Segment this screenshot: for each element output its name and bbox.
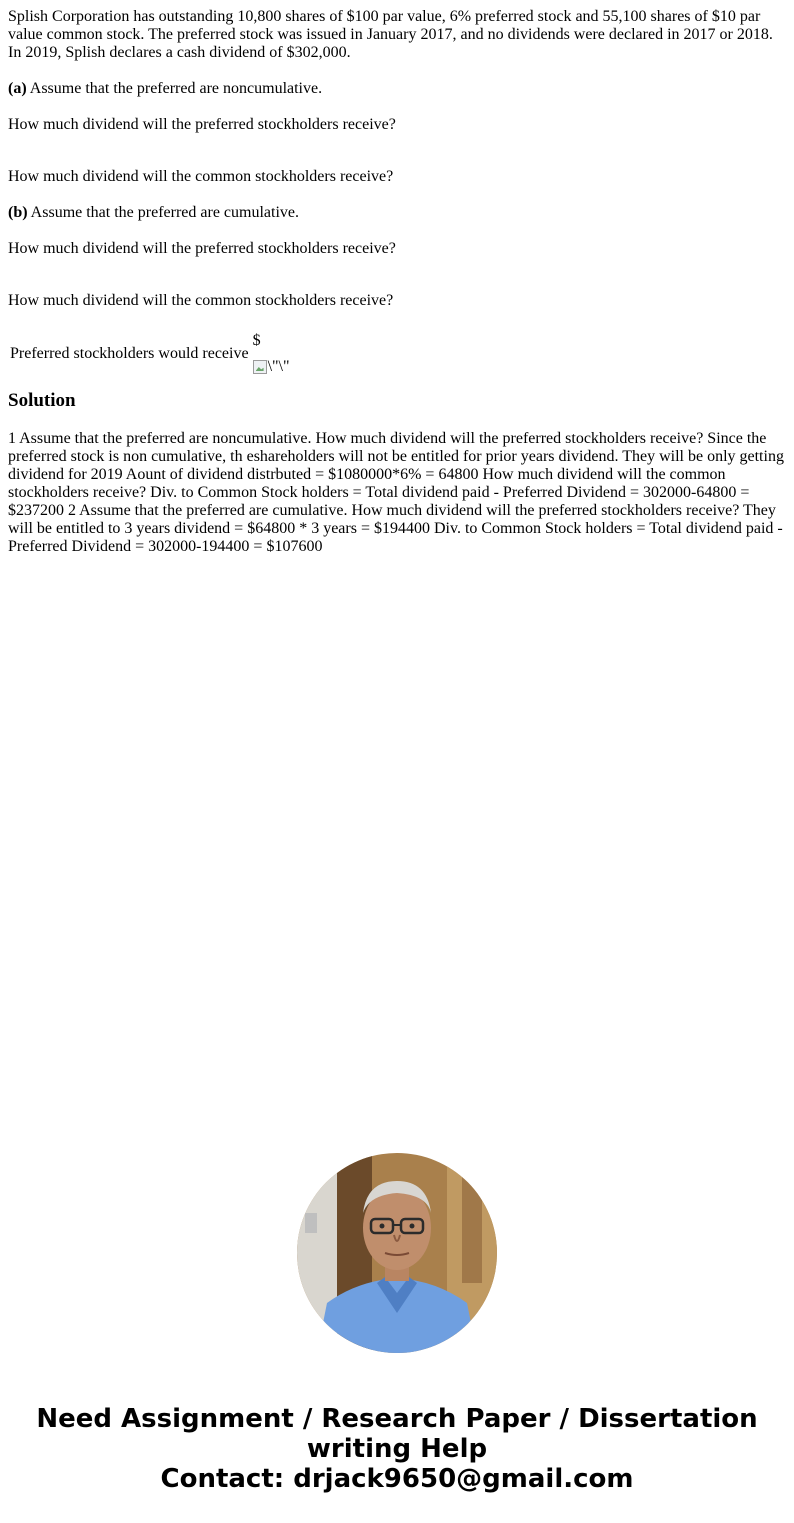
question-intro: Splish Corporation has outstanding 10,800 shares of $100 par value, 6% preferred stock and 55,100 shares of $10 par value common stock. The preferred stock was issued in January 2017, and no dividends were declared in 2017 or 2018. In 2019, Splish declares a cash dividend of $302,000. (8, 8, 773, 61)
part-a-question-preferred: How much dividend will the preferred stockholders receive? (8, 116, 396, 133)
part-b-heading (8, 204, 786, 222)
answer-label: Preferred stockholders would receive (10, 345, 249, 362)
answer-row (10, 328, 786, 380)
broken-image-icon (253, 360, 267, 374)
answer-box (253, 332, 290, 376)
part-a-label: (a) (8, 80, 27, 97)
solution-heading: Solution (8, 390, 76, 411)
part-a-heading (8, 80, 786, 98)
currency-symbol: $ (252, 332, 261, 349)
part-a-question-common: How much dividend will the common stockholders receive? (8, 168, 394, 185)
footer-contact: Contact: drjack9650@gmail.com (160, 1464, 634, 1494)
author-portrait-image (297, 1153, 497, 1353)
part-b-question-common: How much dividend will the common stockholders receive? (8, 292, 394, 309)
footer-ad (0, 1404, 794, 1494)
footer-line-1: Need Assignment / Research Paper / Dissertation (36, 1404, 758, 1434)
author-avatar (297, 1153, 497, 1353)
part-b-question-preferred: How much dividend will the preferred stockholders receive? (8, 240, 396, 257)
footer-line-2: writing Help (306, 1434, 488, 1464)
broken-image (253, 358, 290, 376)
question-content (8, 8, 786, 556)
part-a-text: Assume that the preferred are noncumulative. (26, 80, 323, 97)
broken-image-alt: \"\" (267, 358, 290, 375)
part-b-label: (b) (8, 204, 28, 221)
part-b-text: Assume that the preferred are cumulative. (27, 204, 300, 221)
solution-text: 1 Assume that the preferred are noncumulative. How much dividend will the preferred stockholders receive? Since the preferred stock is non cumulative, th eshareholders will not be entitled for prior years dividend. They will be only getting dividend for 2019 Aount of dividend distrbuted = $1080000*6% = 64800 How much dividend will the common stockholders receive? Div. to Common Stock holders = Total dividend paid - Preferred Dividend = 302000-64800 = $237200 2 Assume that the preferred are cumulative. How much dividend will the preferred stockholders receive? They will be entitled to 3 years dividend = $64800 * 3 years = $194400 Div. to Common Stock holders = Total dividend paid - Preferred Dividend = 302000-194400 = $107600 (8, 430, 784, 555)
